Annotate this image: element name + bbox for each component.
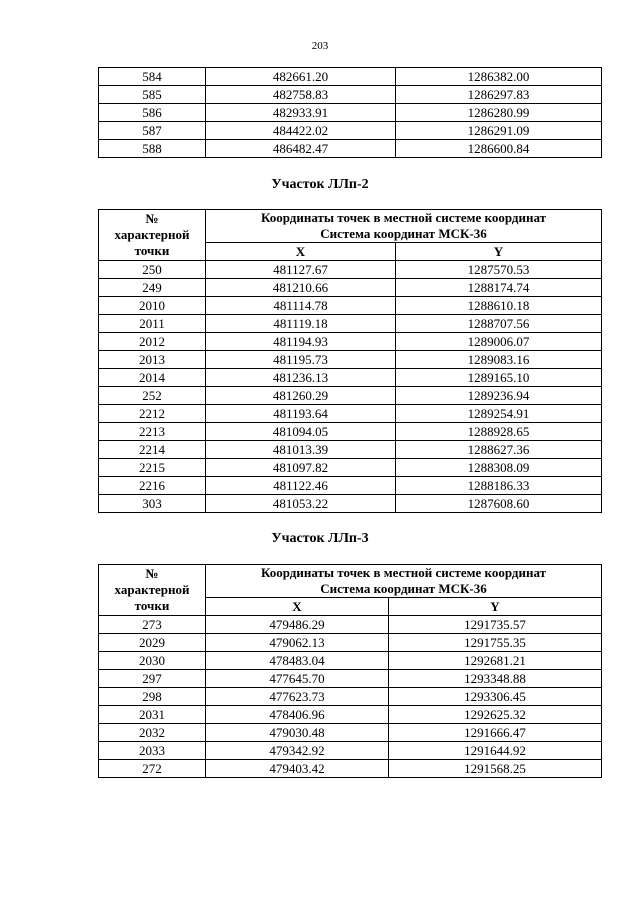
header-coords-line1: Координаты точек в местной системе координат [260, 210, 547, 225]
x-coordinate-cell: 481097.82 [206, 459, 396, 477]
x-coordinate-cell: 481094.05 [206, 423, 396, 441]
header-coordinates [206, 565, 602, 598]
header-coords-line2: Система координат МСК-36 [320, 581, 487, 596]
table-row [99, 616, 602, 634]
table-row [99, 459, 602, 477]
y-coordinate-cell: 1289165.10 [396, 369, 602, 387]
header-point-line3: точки [134, 598, 170, 613]
point-number-cell: 2014 [99, 369, 206, 387]
point-number-cell: 2010 [99, 297, 206, 315]
y-coordinate-cell: 1288610.18 [396, 297, 602, 315]
point-number-cell: 297 [99, 670, 206, 688]
x-coordinate-cell: 479403.42 [206, 760, 389, 778]
header-point-line1: № [145, 211, 159, 226]
table-row [99, 760, 602, 778]
point-number-cell: 584 [99, 68, 206, 86]
y-coordinate-cell: 1286600.84 [396, 140, 602, 158]
header-coords-line2: Система координат МСК-36 [320, 226, 487, 241]
point-number-cell: 2030 [99, 652, 206, 670]
y-coordinate-cell: 1287608.60 [396, 495, 602, 513]
x-coordinate-cell: 481195.73 [206, 351, 396, 369]
point-number-cell: 2214 [99, 441, 206, 459]
table-row [99, 477, 602, 495]
y-coordinate-cell: 1286280.99 [396, 104, 602, 122]
point-number-cell: 298 [99, 688, 206, 706]
point-number-cell: 273 [99, 616, 206, 634]
x-coordinate-cell: 479342.92 [206, 742, 389, 760]
y-coordinate-cell: 1286297.83 [396, 86, 602, 104]
header-point-number [99, 210, 206, 261]
x-coordinate-cell: 478406.96 [206, 706, 389, 724]
y-coordinate-cell: 1291666.47 [389, 724, 602, 742]
x-coordinate-cell: 477645.70 [206, 670, 389, 688]
y-coordinate-cell: 1288928.65 [396, 423, 602, 441]
point-number-cell: 2012 [99, 333, 206, 351]
table-row [99, 688, 602, 706]
table-row [99, 724, 602, 742]
table-row [99, 441, 602, 459]
header-coords-line1: Координаты точек в местной системе координат [260, 565, 547, 580]
y-coordinate-cell: 1286382.00 [396, 68, 602, 86]
header-coordinates [206, 210, 602, 243]
header-y: Y [396, 243, 602, 261]
x-coordinate-cell: 481013.39 [206, 441, 396, 459]
y-coordinate-cell: 1291644.92 [389, 742, 602, 760]
header-point-number [99, 565, 206, 616]
x-coordinate-cell: 482661.20 [206, 68, 396, 86]
y-coordinate-cell: 1291568.25 [389, 760, 602, 778]
x-coordinate-cell: 481236.13 [206, 369, 396, 387]
x-coordinate-cell: 481193.64 [206, 405, 396, 423]
point-number-cell: 252 [99, 387, 206, 405]
x-coordinate-cell: 481119.18 [206, 315, 396, 333]
x-coordinate-cell: 484422.02 [206, 122, 396, 140]
point-number-cell: 2031 [99, 706, 206, 724]
table-row [99, 423, 602, 441]
table-row [99, 742, 602, 760]
y-coordinate-cell: 1291755.35 [389, 634, 602, 652]
table-row [99, 261, 602, 279]
header-y: Y [389, 598, 602, 616]
point-number-cell: 2013 [99, 351, 206, 369]
header-point-line1: № [145, 566, 159, 581]
x-coordinate-cell: 482758.83 [206, 86, 396, 104]
point-number-cell: 303 [99, 495, 206, 513]
header-point-line2: характерной [114, 582, 190, 597]
coordinates-table-continued [98, 67, 602, 158]
table-row [99, 387, 602, 405]
point-number-cell: 272 [99, 760, 206, 778]
table-row [99, 652, 602, 670]
y-coordinate-cell: 1289254.91 [396, 405, 602, 423]
x-coordinate-cell: 481114.78 [206, 297, 396, 315]
y-coordinate-cell: 1288174.74 [396, 279, 602, 297]
y-coordinate-cell: 1288627.36 [396, 441, 602, 459]
y-coordinate-cell: 1288186.33 [396, 477, 602, 495]
x-coordinate-cell: 479486.29 [206, 616, 389, 634]
y-coordinate-cell: 1289083.16 [396, 351, 602, 369]
header-point-line3: точки [134, 243, 170, 258]
section-title-llp-2: Участок ЛЛп-2 [271, 177, 369, 192]
point-number-cell: 2033 [99, 742, 206, 760]
point-number-cell: 587 [99, 122, 206, 140]
table-row [99, 706, 602, 724]
x-coordinate-cell: 481122.46 [206, 477, 396, 495]
y-coordinate-cell: 1287570.53 [396, 261, 602, 279]
table-row [99, 405, 602, 423]
page-number: 203 [311, 40, 329, 52]
x-coordinate-cell: 477623.73 [206, 688, 389, 706]
point-number-cell: 585 [99, 86, 206, 104]
x-coordinate-cell: 481053.22 [206, 495, 396, 513]
section-title-llp-3: Участок ЛЛп-3 [271, 531, 369, 546]
x-coordinate-cell: 481210.66 [206, 279, 396, 297]
table-row [99, 351, 602, 369]
point-number-cell: 2212 [99, 405, 206, 423]
point-number-cell: 2215 [99, 459, 206, 477]
y-coordinate-cell: 1293348.88 [389, 670, 602, 688]
point-number-cell: 2011 [99, 315, 206, 333]
point-number-cell: 2029 [99, 634, 206, 652]
y-coordinate-cell: 1292625.32 [389, 706, 602, 724]
header-point-line2: характерной [114, 227, 190, 242]
point-number-cell: 588 [99, 140, 206, 158]
point-number-cell: 2213 [99, 423, 206, 441]
x-coordinate-cell: 482933.91 [206, 104, 396, 122]
table-row [99, 86, 602, 104]
point-number-cell: 249 [99, 279, 206, 297]
point-number-cell: 2032 [99, 724, 206, 742]
coordinates-table-llp-2 [98, 209, 602, 513]
y-coordinate-cell: 1288707.56 [396, 315, 602, 333]
header-x: X [206, 243, 396, 261]
table-row [99, 369, 602, 387]
table-row [99, 333, 602, 351]
x-coordinate-cell: 481260.29 [206, 387, 396, 405]
table-row [99, 68, 602, 86]
x-coordinate-cell: 479062.13 [206, 634, 389, 652]
y-coordinate-cell: 1288308.09 [396, 459, 602, 477]
x-coordinate-cell: 486482.47 [206, 140, 396, 158]
point-number-cell: 586 [99, 104, 206, 122]
point-number-cell: 250 [99, 261, 206, 279]
y-coordinate-cell: 1289236.94 [396, 387, 602, 405]
y-coordinate-cell: 1293306.45 [389, 688, 602, 706]
point-number-cell: 2216 [99, 477, 206, 495]
y-coordinate-cell: 1291735.57 [389, 616, 602, 634]
coordinates-table-llp-3 [98, 564, 602, 778]
x-coordinate-cell: 479030.48 [206, 724, 389, 742]
y-coordinate-cell: 1286291.09 [396, 122, 602, 140]
table-row [99, 122, 602, 140]
table-row [99, 297, 602, 315]
x-coordinate-cell: 481127.67 [206, 261, 396, 279]
x-coordinate-cell: 478483.04 [206, 652, 389, 670]
table-row [99, 670, 602, 688]
table-row [99, 104, 602, 122]
header-x: X [206, 598, 389, 616]
table-row [99, 315, 602, 333]
y-coordinate-cell: 1289006.07 [396, 333, 602, 351]
table-row [99, 495, 602, 513]
table-row [99, 634, 602, 652]
y-coordinate-cell: 1292681.21 [389, 652, 602, 670]
table-row [99, 140, 602, 158]
x-coordinate-cell: 481194.93 [206, 333, 396, 351]
table-row [99, 279, 602, 297]
